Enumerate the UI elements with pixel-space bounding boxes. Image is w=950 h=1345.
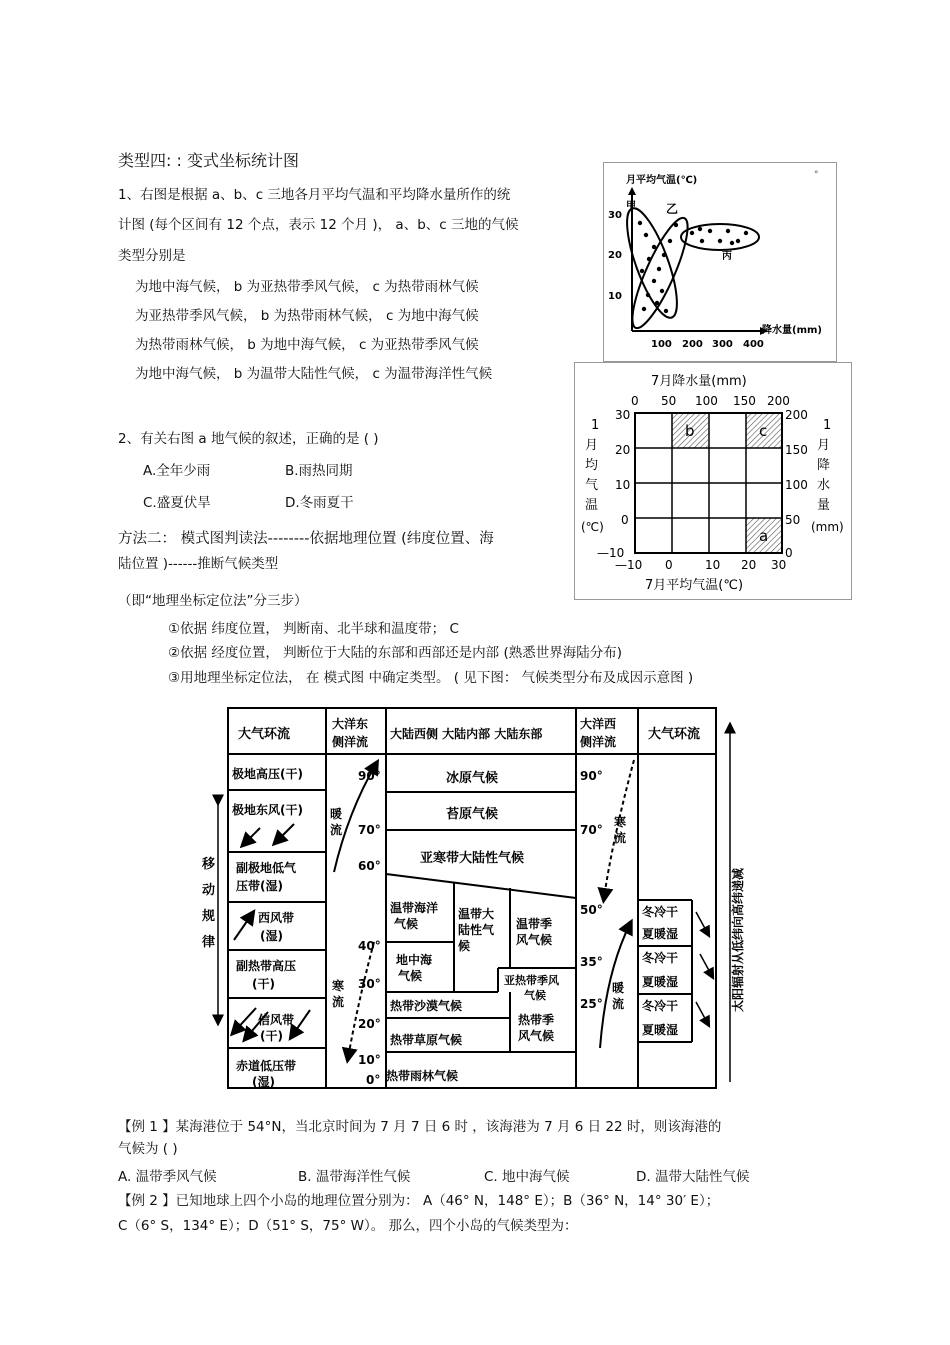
y-axis-label: 月平均气温(℃) xyxy=(626,175,698,186)
move-label-4: 律 xyxy=(202,935,216,950)
y-tick-30: 30 xyxy=(608,210,622,221)
climate-subarctic: 亚寒带大陆性气候 xyxy=(420,851,525,866)
method2-step3: ③用地理坐标定位法， 在 模式图 中确定类型。 ( 见下图： 气候类型分布及成因示意图 ) xyxy=(168,670,694,686)
cell-b: b xyxy=(685,422,695,440)
left-tick-0: 0 xyxy=(621,513,629,527)
right-vertical-label: 太阳辐射从低纬向高纬递减 xyxy=(731,867,745,1012)
right-row-2a: 冬冷干 xyxy=(642,951,679,965)
row-westerlies-1: 西风带 xyxy=(258,911,295,925)
q1-line2: 计图 (每个区间有 12 个点，表示 12 个月 )， a、b、c 三地的气候 xyxy=(118,217,519,233)
climate-temp-marine-1: 温带海洋 xyxy=(390,901,439,915)
left-tick-30: 30 xyxy=(615,408,631,422)
row-trade-winds-1: 信风带 xyxy=(258,1013,295,1027)
q2-option-a: A.全年少雨 xyxy=(143,463,211,479)
q2-option-d: D.冬雨夏干 xyxy=(285,495,354,511)
climate-trop-rainforest: 热带雨林气候 xyxy=(386,1069,459,1083)
lat-left-10: 10° xyxy=(358,1053,381,1067)
climate-trop-monsoon-2: 风气候 xyxy=(518,1029,555,1043)
right-title-4: 水 xyxy=(817,478,831,493)
x-tick-100: 100 xyxy=(651,339,672,350)
q1-option-2: 为亚热带季风气候， b 为热带雨林气候， c 为地中海气候 xyxy=(135,308,479,324)
ex1-line2: 气候为 ( ) xyxy=(118,1141,178,1157)
ex1-option-b: B. 温带海洋性气候 xyxy=(298,1169,411,1185)
climate-mediterranean-1: 地中海 xyxy=(396,953,433,967)
ex2-line2: C（6° S，134° E）；D（51° S，75° W）。 那么，四个小岛的气候类型为： xyxy=(118,1218,578,1234)
climate-temp-cont-1: 温带大 xyxy=(458,907,495,921)
method2-step1: ①依据 纬度位置， 判断南、北半球和温度带； C xyxy=(168,621,459,637)
cell-c: c xyxy=(759,422,768,440)
ex1-option-d: D. 温带大陆性气候 xyxy=(636,1169,750,1185)
right-tick-0: 0 xyxy=(785,546,793,560)
climate-temp-marine-2: 气候 xyxy=(394,917,419,931)
climate-subtrop-monsoon-1: 亚热带季风 xyxy=(504,974,559,987)
y-tick-20: 20 xyxy=(608,250,622,261)
lat-left-40: 40° xyxy=(358,939,381,953)
climate-trop-monsoon-1: 热带季 xyxy=(518,1013,555,1027)
right-tick-150: 150 xyxy=(785,443,808,457)
right-row-2b: 夏暖湿 xyxy=(642,975,679,989)
cold-current-right-1: 寒 xyxy=(614,815,627,829)
header-west-current-2: 侧洋流 xyxy=(580,735,617,749)
right-tick-50: 50 xyxy=(785,513,801,527)
top-axis-title: 7月降水量(mm) xyxy=(651,374,747,389)
left-title-5: 温 xyxy=(585,498,599,513)
climate-temp-cont-3: 候 xyxy=(458,939,471,953)
ex1-line1: 【例 1 】某海港位于 54°N，当北京时间为 7 月 7 日 6 时 ，该海港为 7 月 6 日 22 时，则该海港的 xyxy=(118,1119,722,1135)
lat-right-25: 25° xyxy=(580,997,603,1011)
row-equatorial-low-1: 赤道低压带 xyxy=(236,1059,297,1073)
climate-pattern-diagram xyxy=(198,702,750,1094)
lat-left-60: 60° xyxy=(358,859,381,873)
cold-current-right-2: 流 xyxy=(614,831,627,845)
method2-step2: ②依据 经度位置， 判断位于大陆的东部和西部还是内部 (熟悉世界海陆分布) xyxy=(168,645,623,661)
bottom-axis-title: 7月平均气温(℃) xyxy=(645,578,744,593)
right-row-3a: 冬冷干 xyxy=(642,999,679,1013)
lat-left-20: 20° xyxy=(358,1017,381,1031)
right-title-3: 降 xyxy=(817,458,831,473)
header-east-current-1: 大洋东 xyxy=(332,717,369,731)
row-polar-high: 极地高压(干) xyxy=(232,767,303,781)
header-continent: 大陆西侧 大陆内部 大陆东部 xyxy=(390,727,543,741)
bottom-tick-neg10: —10 xyxy=(615,558,643,572)
y-tick-10: 10 xyxy=(608,291,622,302)
climate-temp-monsoon-1: 温带季 xyxy=(516,917,553,931)
row-equatorial-low-2: (湿) xyxy=(252,1075,275,1089)
warm-current-right-1: 暖 xyxy=(612,981,625,995)
lat-right-50: 50° xyxy=(580,903,603,917)
bottom-tick-0: 0 xyxy=(665,558,673,572)
method2-line1: 方法二： 模式图判读法--------依据地理位置 (纬度位置、海 xyxy=(118,531,494,547)
ellipse-bing xyxy=(681,224,759,250)
cold-current-left-2: 流 xyxy=(332,995,345,1009)
bottom-tick-10: 10 xyxy=(705,558,721,572)
move-label-2: 动 xyxy=(202,883,216,898)
climate-trop-desert: 热带沙漠气候 xyxy=(390,999,463,1013)
right-title-1: 1 xyxy=(823,418,832,433)
lat-right-70: 70° xyxy=(580,823,603,837)
method2-line3: （即“地理坐标定位法”分三步） xyxy=(118,593,308,609)
row-subpolar-low-1: 副极地低气 xyxy=(236,861,297,875)
label-bing: 丙 xyxy=(722,251,732,262)
top-tick-100: 100 xyxy=(695,394,718,408)
lat-left-90: 90° xyxy=(358,769,381,783)
row-subpolar-low-2: 压带(湿) xyxy=(236,879,283,893)
climate-scatter-figure xyxy=(603,162,837,362)
header-west-current-1: 大洋西 xyxy=(580,717,617,731)
left-title-1: 1 xyxy=(591,418,600,433)
label-jia: 甲 xyxy=(626,201,636,212)
x-axis-label: 降水量(mm) xyxy=(762,325,822,336)
label-yi: 乙 xyxy=(666,202,679,216)
method2-line2: 陆位置 )------推断气候类型 xyxy=(118,556,279,572)
right-tick-100: 100 xyxy=(785,478,808,492)
lat-left-0: 0° xyxy=(366,1073,381,1087)
row-subtropical-high-1: 副热带高压 xyxy=(236,959,297,973)
move-label-1: 移 xyxy=(202,857,216,872)
right-tick-200: 200 xyxy=(785,408,808,422)
bottom-tick-30: 30 xyxy=(771,558,787,572)
left-tick-20: 20 xyxy=(615,443,631,457)
top-tick-150: 150 xyxy=(733,394,756,408)
lat-right-35: 35° xyxy=(580,955,603,969)
x-tick-300: 300 xyxy=(712,339,733,350)
section-title: 类型四: : 变式坐标统计图 xyxy=(118,151,299,170)
bottom-tick-20: 20 xyxy=(741,558,757,572)
warm-current-left-1: 暖 xyxy=(330,807,343,821)
climate-grid-figure xyxy=(574,362,852,600)
move-label-3: 规 xyxy=(202,909,216,924)
right-row-3b: 夏暖湿 xyxy=(642,1023,679,1037)
left-title-3: 均 xyxy=(585,458,599,473)
q2-stem: 2、有关右图 a 地气候的叙述，正确的是 ( ) xyxy=(118,431,379,447)
lat-left-70: 70° xyxy=(358,823,381,837)
header-circulation-left: 大气环流 xyxy=(238,727,291,742)
row-polar-easterlies: 极地东风(干) xyxy=(232,803,303,817)
right-title-6: (mm) xyxy=(811,520,844,534)
q2-option-b: B.雨热同期 xyxy=(285,463,353,479)
climate-ice-cap: 冰原气候 xyxy=(446,771,499,786)
header-circulation-right: 大气环流 xyxy=(648,727,701,742)
right-title-5: 量 xyxy=(817,498,831,513)
climate-temp-cont-2: 陆性气 xyxy=(458,923,495,937)
header-east-current-2: 侧洋流 xyxy=(332,735,369,749)
row-trade-winds-2: (干) xyxy=(260,1029,283,1043)
left-tick-10: 10 xyxy=(615,478,631,492)
row-subtropical-high-2: (干) xyxy=(252,977,275,991)
q1-option-4: 为地中海气候， b 为温带大陆性气候， c 为温带海洋性气候 xyxy=(135,366,493,382)
top-tick-50: 50 xyxy=(661,394,677,408)
row-westerlies-2: (湿) xyxy=(260,929,283,943)
left-title-4: 气 xyxy=(585,478,599,493)
right-row-1a: 冬冷干 xyxy=(642,905,679,919)
top-tick-200: 200 xyxy=(767,394,790,408)
q2-option-c: C.盛夏伏旱 xyxy=(143,495,211,511)
q1-line1: 1、右图是根据 a、b、c 三地各月平均气温和平均降水量所作的统 xyxy=(118,187,511,203)
cold-current-left-1: 寒 xyxy=(332,979,345,993)
left-title-6: (℃) xyxy=(581,520,604,534)
climate-trop-savanna: 热带草原气候 xyxy=(390,1033,463,1047)
lat-right-90: 90° xyxy=(580,769,603,783)
q1-line3: 类型分别是 xyxy=(118,248,186,264)
climate-tundra: 苔原气候 xyxy=(446,807,499,822)
right-row-1b: 夏暖湿 xyxy=(642,927,679,941)
climate-subtrop-monsoon-2: 气候 xyxy=(524,989,546,1002)
x-tick-200: 200 xyxy=(682,339,703,350)
warm-current-left-2: 流 xyxy=(330,823,343,837)
climate-temp-monsoon-2: 风气候 xyxy=(516,933,553,947)
ex1-option-a: A. 温带季风气候 xyxy=(118,1169,217,1185)
ex1-option-c: C. 地中海气候 xyxy=(484,1169,570,1185)
q1-option-3: 为热带雨林气候， b 为地中海气候， c 为亚热带季风气候 xyxy=(135,337,479,353)
warm-current-right-2: 流 xyxy=(612,997,625,1011)
left-tick-neg10: —10 xyxy=(597,546,625,560)
cell-a: a xyxy=(759,527,769,545)
corner-mark: ° xyxy=(814,170,819,180)
q1-option-1: 为地中海气候， b 为亚热带季风气候， c 为热带雨林气候 xyxy=(135,279,479,295)
x-tick-400: 400 xyxy=(743,339,764,350)
left-title-2: 月 xyxy=(585,438,599,453)
right-title-2: 月 xyxy=(817,438,831,453)
lat-left-30: 30° xyxy=(358,977,381,991)
top-tick-0: 0 xyxy=(631,394,639,408)
ex2-line1: 【例 2 】已知地球上四个小岛的地理位置分别为： A（46° N，148° E）；B（36° N，14° 30′ E）； xyxy=(118,1193,720,1209)
climate-mediterranean-2: 气候 xyxy=(398,969,423,983)
